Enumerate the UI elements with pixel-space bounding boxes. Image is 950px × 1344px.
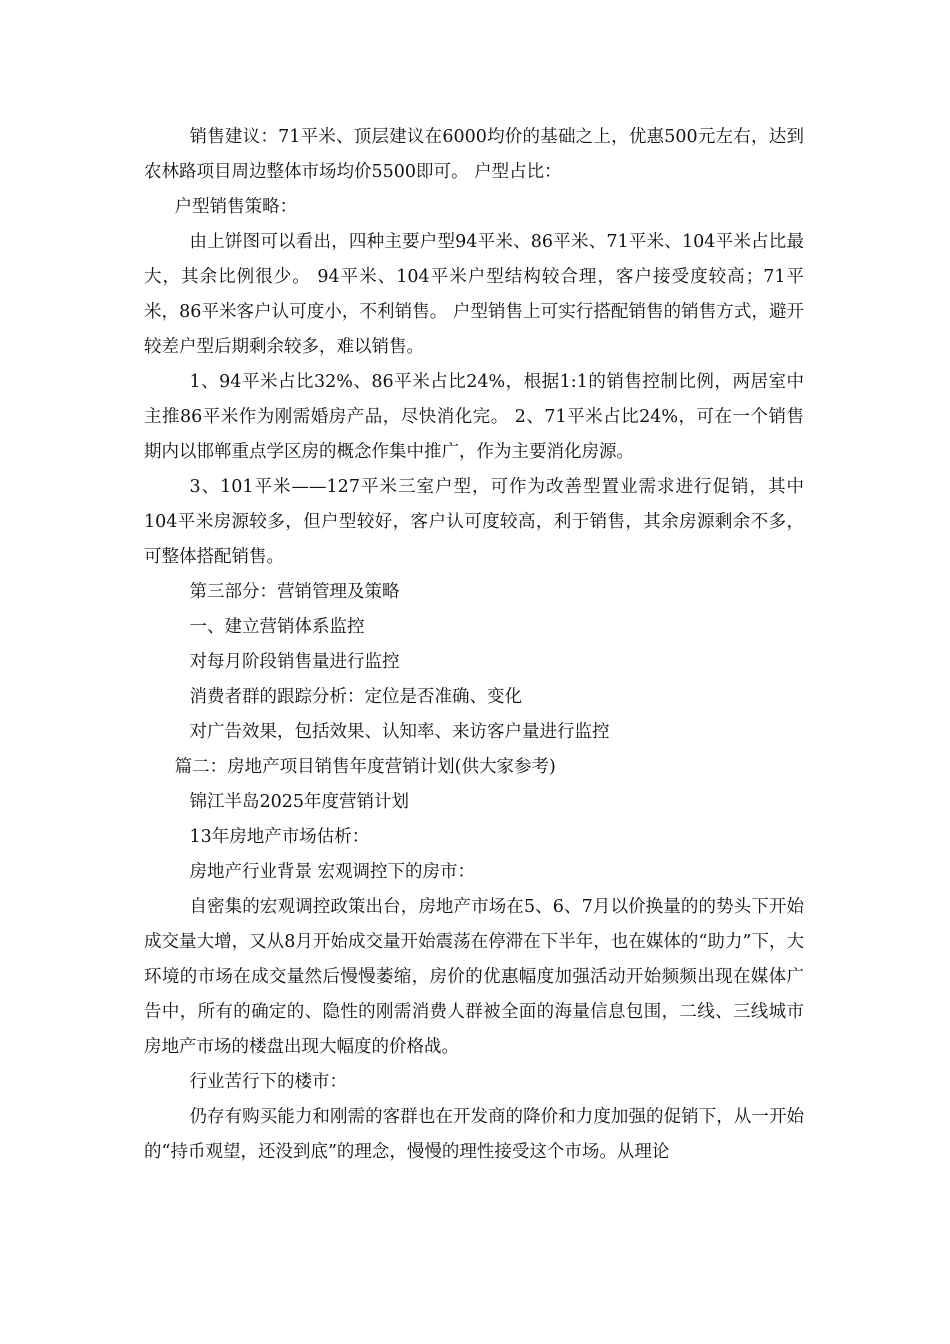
paragraph-pie-analysis: 由上饼图可以看出，四种主要户型94平米、86平米、71平米、104平米占比最大，其余比例很少。 94平米、104平米户型结构较合理，客户接受度较高；71平米，86平米客户认可度小，不利销售。 户型销售上可实行搭配销售的销售方式，避开较差户型后期剩余较多，难以销售。: [144, 232, 804, 357]
heading-struggling-market: 行业苦行下的楼市：: [189, 1072, 347, 1092]
paragraph-consumer-tracking: 消费者群的跟踪分析：定位是否准确、变化: [189, 687, 522, 707]
heading-industry-background: 房地产行业背景 宏观调控下的房市：: [189, 862, 476, 882]
paragraph-point-3: 3、101平米——127平米三室户型，可作为改善型置业需求进行促销，其中104平米房源较多，但户型较好，客户认可度较高，利于销售，其余房源剩余不多，可整体搭配销售。: [144, 477, 804, 567]
paragraph-buyer-behavior: 仍存有购买能力和刚需的客群也在开发商的降价和力度加强的促销下，从一开始的“持币观望，还没到底”的理念，慢慢的理性接受这个市场。从理论: [144, 1107, 804, 1162]
paragraph-ad-monitoring: 对广告效果，包括效果、认知率、来访客户量进行监控: [189, 722, 610, 742]
document-body: [144, 120, 804, 1170]
paragraph-sales-suggestion: 销售建议：71平米、顶层建议在6000均价的基础之上，优惠500元左右，达到农林路项目周边整体市场均价5500即可。 户型占比：: [144, 127, 804, 182]
section-heading-part-3: 第三部分：营销管理及策略: [189, 582, 400, 602]
paragraph-macro-policy: 自密集的宏观调控政策出台，房地产市场在5、6、7月以价换量的的势头下开始成交量大增，又从8月开始成交量开始震荡在停滞在下半年，也在媒体的“助力”下，大环境的市场在成交量然后慢慢萎缩，房价的优惠幅度加强活动开始频频出现在媒体广告中，所有的确定的、隐性的刚需消费人群被全面的海量信息包围，二线、三线城市房地产市场的楼盘出现大幅度的价格战。: [144, 897, 804, 1057]
paragraph-point-1-2: 1、94平米占比32%、86平米占比24%，根据1:1的销售控制比例，两居室中主推86平米作为刚需婚房产品，尽快消化完。 2、71平米占比24%，可在一个销售期内以邯郸重点学区房的概念作集中推广，作为主要消化房源。: [144, 372, 804, 462]
subheading-monitoring-system: 一、建立营销体系监控: [189, 617, 365, 637]
paragraph-unit-strategy-heading: 户型销售策略：: [174, 197, 298, 217]
heading-annual-plan: 锦江半岛2025年度营销计划: [189, 792, 410, 812]
heading-article-2: 篇二：房地产项目销售年度营销计划(供大家参考): [174, 757, 556, 777]
heading-market-analysis: 13年房地产市场估析：: [189, 827, 370, 847]
paragraph-monthly-monitoring: 对每月阶段销售量进行监控: [189, 652, 400, 672]
